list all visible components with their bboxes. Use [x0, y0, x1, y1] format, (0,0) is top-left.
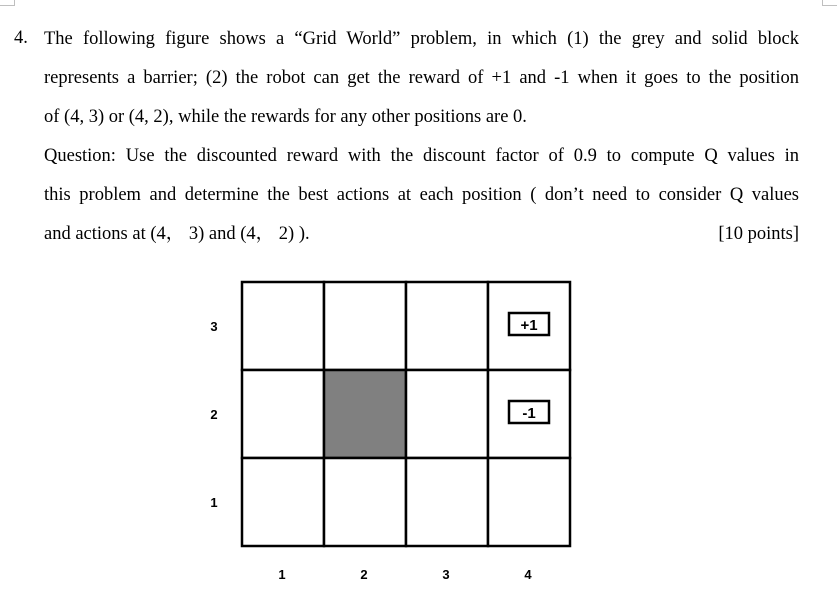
grid-cell-1-1 — [242, 458, 324, 546]
row-label-1: 1 — [210, 495, 218, 510]
column-label-2: 2 — [360, 567, 368, 582]
grid-cell-3-3 — [406, 282, 488, 370]
grid-cell-2-1 — [324, 458, 406, 546]
grid-world-figure — [190, 265, 620, 595]
question-line-3: of (4, 3) or (4, 2), while the rewards for any other positions are 0. — [44, 107, 527, 127]
grid-cell-2-3 — [324, 282, 406, 370]
question-line-1: The following figure shows a “Grid World” problem, in which (1) the grey and solid block — [44, 29, 799, 49]
grid-world-diagram — [190, 265, 620, 595]
row-label-3: 3 — [210, 319, 218, 334]
question-line-4: Question: Use the discounted reward with the discount factor of 0.9 to compute Q values in — [44, 146, 799, 166]
question-line-2: represents a barrier; (2) the robot can get the reward of +1 and -1 when it goes to the position — [44, 68, 799, 88]
reward-label-4-2: -1 — [522, 405, 536, 422]
column-label-1: 1 — [278, 567, 286, 582]
barrier-cell — [324, 370, 406, 458]
question-line-5: this problem and determine the best actions at each position ( don’t need to consider Q values — [44, 185, 799, 205]
reward-label-4-3: +1 — [520, 317, 538, 334]
grid-cell-3-2 — [406, 370, 488, 458]
question-points: [10 points] — [718, 224, 799, 244]
grid-cell-3-1 — [406, 458, 488, 546]
grid-cell-1-3 — [242, 282, 324, 370]
question-line-6: and actions at (4， 3) and (4， 2) ). — [44, 224, 310, 244]
row-label-2: 2 — [210, 407, 218, 422]
column-label-4: 4 — [524, 567, 532, 582]
grid-cell-1-2 — [242, 370, 324, 458]
question-block — [0, 0, 837, 260]
question-number: 4. — [14, 28, 28, 48]
column-label-3: 3 — [442, 567, 450, 582]
grid-cell-4-1 — [488, 458, 570, 546]
